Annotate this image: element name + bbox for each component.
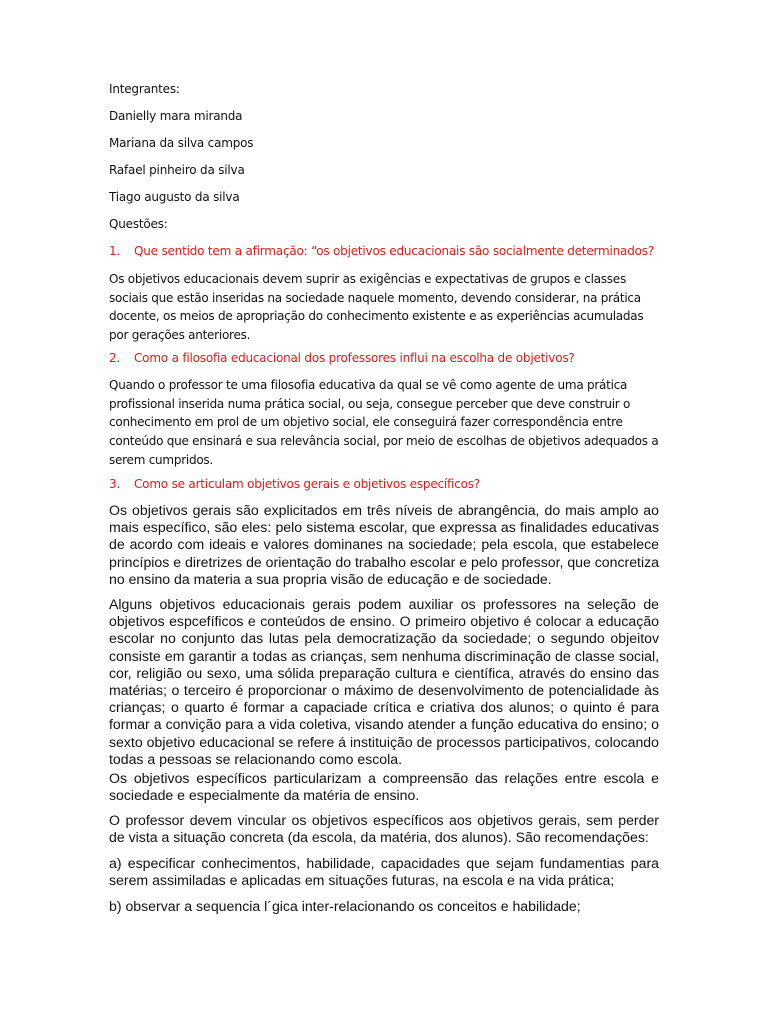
question-1 (109, 242, 654, 260)
question-text: Como se articulam objetivos gerais e objetivos específicos? (134, 477, 480, 491)
answer-1: Os objetivos educacionais devem suprir as exigências e expectativas de grupos e classes sociais que estão inseridas na sociedade naquele momento, devendo considerar, na prática docente, os meios de apropriação do conhecimento existente e as experiências acumuladas por gerações anteriores. (109, 272, 644, 343)
question-number: 2. (109, 351, 121, 365)
question-2 (109, 349, 575, 367)
question-number: 3. (109, 477, 121, 491)
member-name: Rafael pinheiro da silva (109, 163, 245, 177)
question-number: 1. (109, 244, 121, 258)
answer-3-paragraph: Os objetivos gerais são explicitados em três níveis de abrangência, do mais amplo ao mais específico, são eles: pelo sistema escolar, que expressa as finalidades educativas de acordo com ideais e valores dominanes na sociedade; pela escola, que estabelece princípios e diretrizes de orientação do trabalho escolar e pelo professor, que concretiza no ensino da materia a sua propria visão de educação e de sociedade. (109, 502, 659, 587)
answer-3-paragraph: Alguns objetivos educacionais gerais podem auxiliar os professores na seleção de objetivos espcefíficos e conteúdos de ensino. O primeiro objetivo é colocar a educação escolar no conjunto das lutas pela democratização da sociedade; o segundo objeitov consiste em garantir a todas as crianças, sem nenhuma discriminação de classe social, cor, religião ou sexo, uma sólida preparação cultura e científica, através do ensino das matérias; o terceiro é proporcionar o máximo de desenvolvimento de potencialidade às crianças; o quarto é formar a capaciade crítica e criativa dos alunos; o quinto é para formar a convição para a vida coletiva, visando atender a função educativa do ensino; o sexto objetivo educacional se refere á instituição de processos participativos, colocando todas a pessoas se relacionando como escola. (109, 596, 659, 767)
questions-heading: Questões: (109, 217, 168, 231)
question-text: Como a filosofia educacional dos professores influi na escolha de objetivos? (134, 351, 575, 365)
member-name: Danielly mara miranda (109, 109, 243, 123)
answer-3-paragraph: b) observar a sequencia l´gica inter-relacionando os conceitos e habilidade; (109, 898, 581, 914)
answer-3-paragraph: Os objetivos específicos particularizam a compreensão das relações entre escola e sociedade e especialmente da matéria de ensino. (109, 770, 659, 804)
member-name: Mariana da silva campos (109, 136, 254, 150)
answer-3-paragraph: a) especificar conhecimentos, habilidade, capacidades que sejam fundamentias para serem assimiladas e aplicadas em situações futuras, na escola e na vida prática; (109, 855, 659, 889)
question-3 (109, 475, 480, 493)
member-name: Tiago augusto da silva (109, 190, 240, 204)
answer-3-paragraph: O professor devem vincular os objetivos específicos aos objetivos gerais, sem perder de vista a situação concreta (da escola, da matéria, dos alunos). São recomendações: (109, 812, 659, 846)
answer-2: Quando o professor te uma filosofia educativa da qual se vê como agente de uma prática profissional inserida numa prática social, ou seja, consegue perceber que deve construir o conhecimento em prol de um objetivo social, ele conseguirá fazer correspondência entre conteúdo que ensinará e sua relevância social, por meio de escolhas de objetivos adequados a serem cumpridos. (109, 378, 659, 467)
question-text: Que sentido tem a afirmação: “os objetivos educacionais são socialmente determinados? (134, 244, 654, 258)
members-heading: Integrantes: (109, 82, 180, 96)
